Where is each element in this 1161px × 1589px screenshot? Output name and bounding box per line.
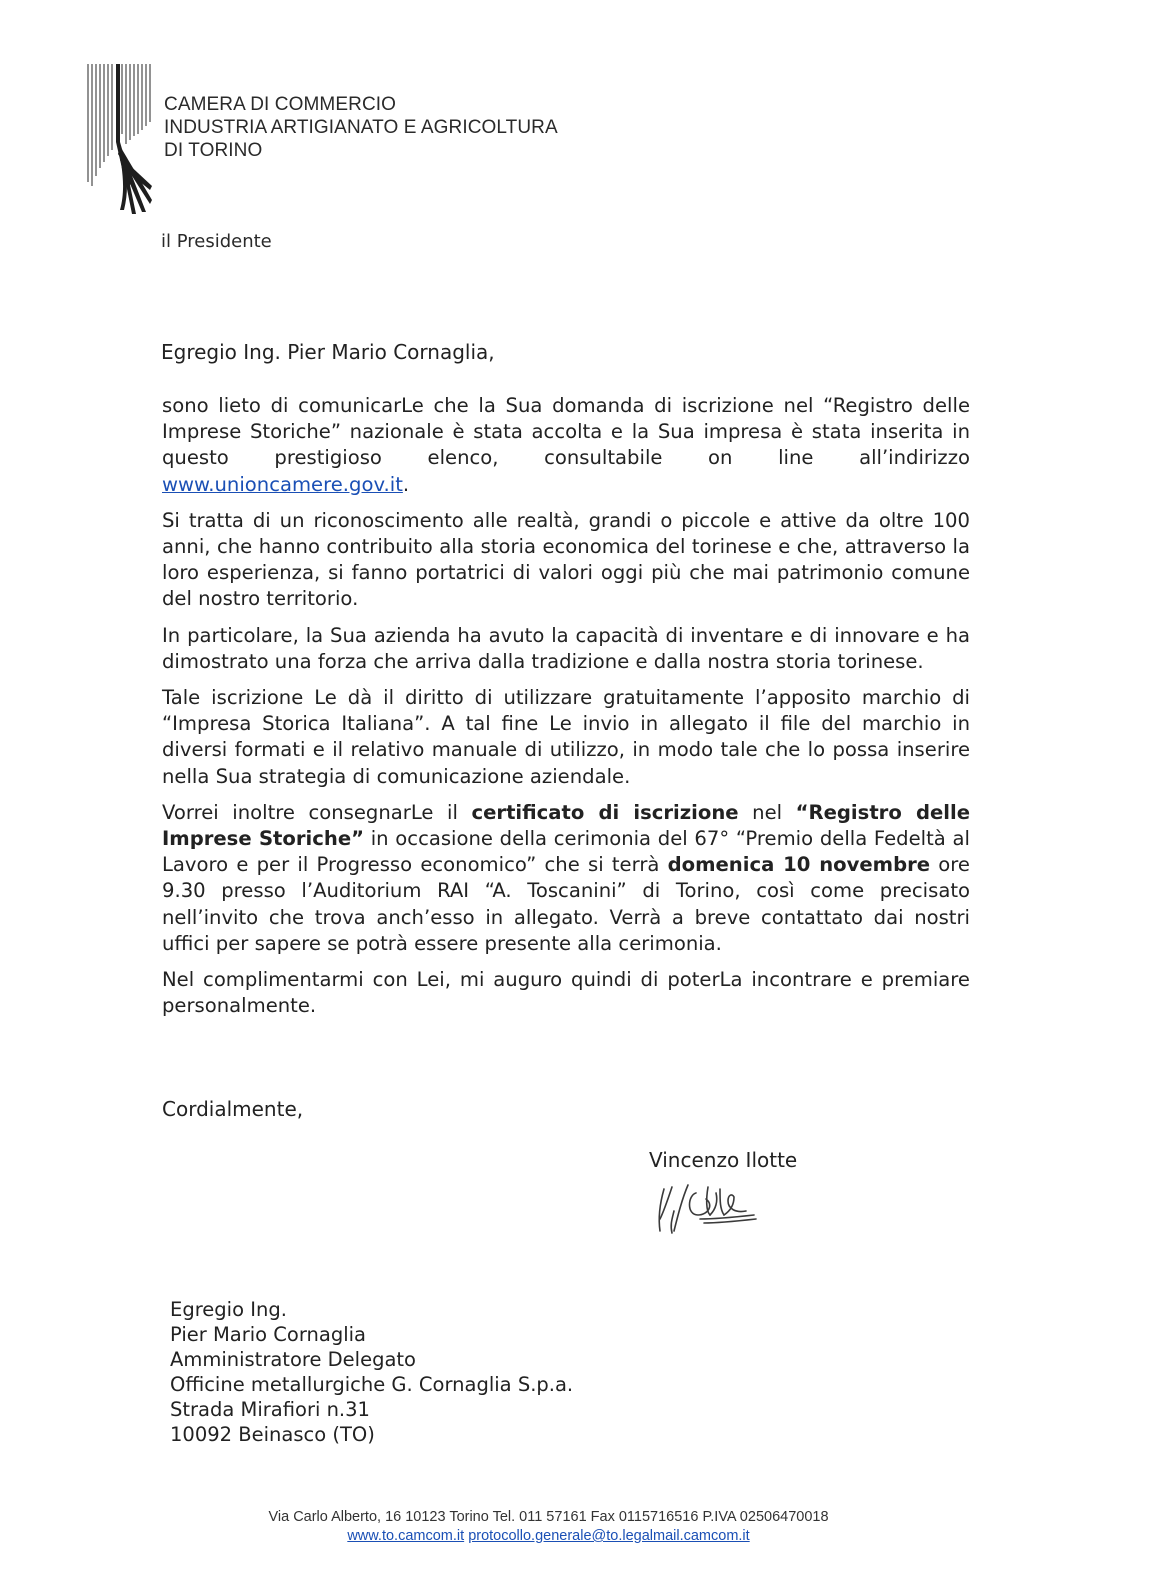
recipient-line-2: Pier Mario Cornaglia	[170, 1323, 366, 1346]
recipient-line-1: Egregio Ing.	[170, 1298, 287, 1321]
paragraph-5-part-e: in occasione della cerimonia del 67° “Premio della Fedeltà al Lavoro e per il Progresso economico” che si terrà	[162, 827, 970, 877]
paragraph-1-text: sono lieto di comunicarLe che la Sua domanda di iscrizione nel “Registro delle Imprese Storiche” nazionale è stata accolta e la Sua impresa è stata inserita in questo prestigioso elenco, consultabile on line all’indirizzo	[162, 394, 970, 470]
institution-line-1: CAMERA DI COMMERCIO	[164, 94, 397, 115]
letter-body	[162, 393, 970, 1029]
date-emphasis: domenica 10 novembre	[667, 853, 931, 877]
institution-name	[164, 93, 558, 162]
paragraph-5	[162, 800, 970, 957]
signer-name: Vincenzo Ilotte	[649, 1148, 798, 1172]
recipient-line-6: 10092 Beinasco (TO)	[170, 1423, 375, 1446]
institution-line-3: DI TORINO	[164, 140, 263, 161]
website-link[interactable]: www.to.camcom.it	[347, 1528, 465, 1544]
chamber-logo-icon	[86, 64, 154, 214]
footer-address: Via Carlo Alberto, 16 10123 Torino Tel. 011 57161 Fax 0115716516 P.IVA 02506470018	[268, 1509, 829, 1525]
unioncamere-link[interactable]: www.unioncamere.gov.it	[162, 472, 403, 496]
paragraph-2: Si tratta di un riconoscimento alle realtà, grandi o piccole e attive da oltre 100 anni, che hanno contribuito alla storia economica del torinese e che, attraverso la loro esperienza, si fanno portatrici di valori oggi più che mai patrimonio comune del nostro territorio.	[162, 508, 970, 611]
paragraph-1	[162, 393, 970, 498]
footer	[0, 1508, 1097, 1546]
paragraph-5-part-c: nel	[738, 800, 796, 824]
certificate-emphasis: certificato di iscrizione	[471, 800, 739, 824]
recipient-line-5: Strada Mirafiori n.31	[170, 1398, 370, 1421]
institution-line-2: INDUSTRIA ARTIGIANATO E AGRICOLTURA	[164, 117, 558, 138]
salutation: Egregio Ing. Pier Mario Cornaglia,	[161, 340, 495, 364]
paragraph-1-end: .	[402, 472, 410, 496]
closing: Cordialmente,	[162, 1097, 304, 1121]
paragraph-4: Tale iscrizione Le dà il diritto di utilizzare gratuitamente l’apposito marchio di “Impresa Storica Italiana”. A tal fine Le invio in allegato il file del marchio in diversi formati e il relativo manuale di utilizzo, in modo tale che lo possa inserire nella Sua strategia di comunicazione aziendale.	[162, 686, 970, 788]
recipient-address	[170, 1297, 573, 1447]
recipient-line-4: Officine metallurgiche G. Cornaglia S.p.a.	[170, 1373, 574, 1396]
recipient-line-3: Amministratore Delegato	[170, 1348, 416, 1371]
sender-role: il Presidente	[161, 231, 272, 252]
paragraph-3: In particolare, la Sua azienda ha avuto la capacità di inventare e di innovare e ha dimostrato una forza che arriva dalla tradizione e dalla nostra storia torinese.	[162, 623, 970, 673]
footer-links	[0, 1527, 1097, 1546]
registry-emphasis: “Registro delle Imprese Storiche”	[162, 800, 970, 851]
paragraph-6: Nel complimentarmi con Lei, mi auguro quindi di poterLa incontrare e premiare personalmente.	[162, 968, 970, 1018]
paragraph-5-part-a: Vorrei inoltre consegnarLe il	[162, 800, 472, 824]
paragraph-5-part-g: ore 9.30 presso l’Auditorium RAI “A. Toscanini” di Torino, così come precisato nell’invito che trova anch’esso in allegato. Verrà a breve contattato dai nostri uffici per sapere se potrà essere presente alla cerimonia.	[162, 853, 970, 955]
handwritten-signature	[650, 1175, 770, 1237]
email-link[interactable]: protocollo.generale@to.legalmail.camcom.it	[468, 1528, 750, 1544]
